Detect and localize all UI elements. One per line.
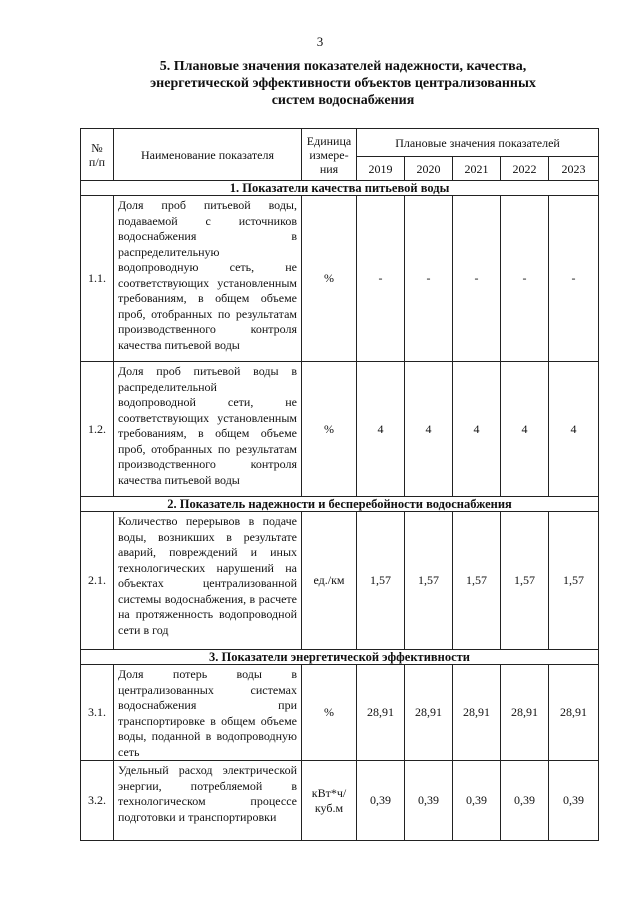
page-number: 3 (316, 34, 324, 49)
row-number: 3.1. (81, 665, 114, 761)
value-cell: 4 (357, 362, 405, 497)
value-cell: 1,57 (453, 512, 501, 650)
title-line-1: 5. Плановые значения показателей надежности, качества, (159, 59, 527, 74)
value-cell: - (453, 196, 501, 362)
value-cell: 28,91 (501, 665, 549, 761)
indicator-name: Удельный расход электрической энергии, потребляемой в технологическом процессе подготовки и транспортировки (114, 761, 302, 841)
section-title: 2. Показатель надежности и бесперебойности водоснабжения (81, 497, 599, 512)
value-cell: 28,91 (405, 665, 453, 761)
header-year: 2022 (501, 157, 549, 181)
indicators-table (80, 128, 599, 841)
indicator-name: Доля проб питьевой воды, подаваемой с источников водоснабжения в распределительную водопроводную сеть, не соответствующих установленным требованиям, в общем объеме проб, отобранных по результатам производственного контроля качества питьевой воды (114, 196, 302, 362)
value-cell: 0,39 (549, 761, 599, 841)
table-row (81, 665, 599, 761)
header-year: 2019 (357, 157, 405, 181)
unit-cell: ед./км (302, 512, 357, 650)
row-number: 3.2. (81, 761, 114, 841)
value-cell: - (357, 196, 405, 362)
value-cell: 4 (405, 362, 453, 497)
value-cell: 1,57 (549, 512, 599, 650)
header-plan: Плановые значения показателей (357, 129, 599, 157)
value-cell: 0,39 (453, 761, 501, 841)
value-cell: 0,39 (501, 761, 549, 841)
table-row (81, 362, 599, 497)
header-name: Наименование показателя (114, 129, 302, 181)
indicator-name: Доля проб питьевой воды в распределительной водопроводной сети, не соответствующих установленным требованиям, в общем объеме проб, отобранных по результатам производственного контроля качества питьевой воды (114, 362, 302, 497)
value-cell: 1,57 (501, 512, 549, 650)
unit-cell: % (302, 362, 357, 497)
value-cell: 1,57 (405, 512, 453, 650)
title-line-2: энергетической эффективности объектов централизованных (150, 76, 536, 91)
value-cell: 28,91 (453, 665, 501, 761)
value-cell: 0,39 (357, 761, 405, 841)
header-year: 2021 (453, 157, 501, 181)
document-title (118, 58, 568, 109)
value-cell: 1,57 (357, 512, 405, 650)
table-row (81, 761, 599, 841)
value-cell: - (549, 196, 599, 362)
indicator-name: Доля потерь воды в централизованных системах водоснабжения при транспортировке в общем объеме воды, поданной в водопроводную сеть (114, 665, 302, 761)
section-title: 3. Показатели энергетической эффективности (81, 650, 599, 665)
section-title: 1. Показатели качества питьевой воды (81, 181, 599, 196)
header-unit: Единица измере- ния (302, 129, 357, 181)
value-cell: 0,39 (405, 761, 453, 841)
value-cell: 28,91 (357, 665, 405, 761)
unit-cell: % (302, 665, 357, 761)
value-cell: - (501, 196, 549, 362)
row-number: 1.1. (81, 196, 114, 362)
header-num: № п/п (81, 129, 114, 181)
value-cell: 28,91 (549, 665, 599, 761)
header-year: 2023 (549, 157, 599, 181)
header-year: 2020 (405, 157, 453, 181)
value-cell: 4 (453, 362, 501, 497)
title-line-3: систем водоснабжения (271, 93, 415, 108)
value-cell: 4 (501, 362, 549, 497)
value-cell: - (405, 196, 453, 362)
unit-cell: кВт*ч/ куб.м (302, 761, 357, 841)
indicator-name: Количество перерывов в подаче воды, возникших в результате аварий, повреждений и иных технологических нарушений на объектах централизованной системы водоснабжения, в расчете на протяженность водопроводной сети в год (114, 512, 302, 650)
row-number: 2.1. (81, 512, 114, 650)
value-cell: 4 (549, 362, 599, 497)
row-number: 1.2. (81, 362, 114, 497)
table-row (81, 196, 599, 362)
table-row (81, 512, 599, 650)
unit-cell: % (302, 196, 357, 362)
